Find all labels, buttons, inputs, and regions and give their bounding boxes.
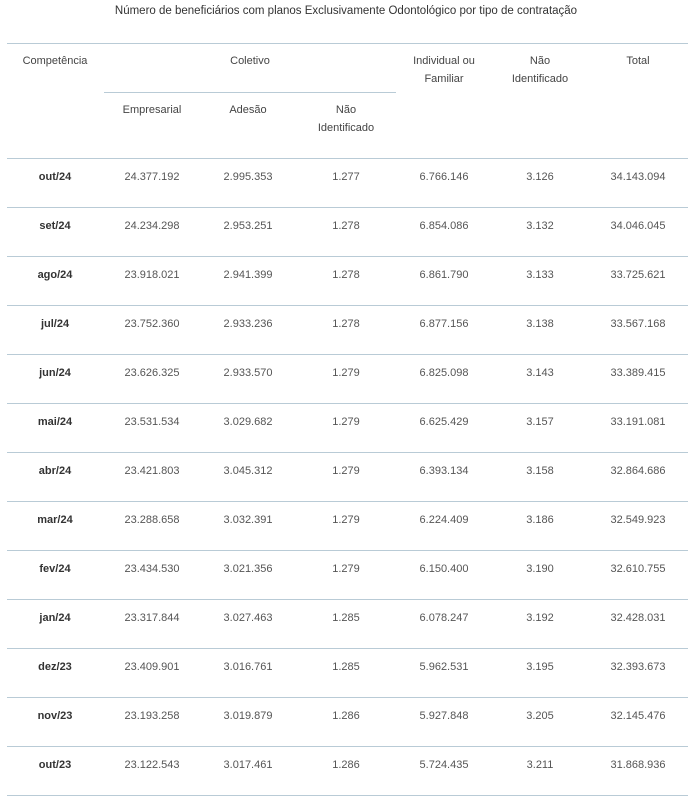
- cell-empresarial: 23.409.901: [124, 661, 180, 673]
- cell-nao-identificado: 1.285: [332, 612, 360, 624]
- cell-nao-identificado-b: 3.186: [526, 514, 554, 526]
- header-nao-ident-b-line2: Identificado: [511, 73, 569, 85]
- cell-individual-familiar: 6.150.400: [419, 563, 469, 575]
- cell-nao-identificado-b: 3.205: [526, 710, 554, 722]
- table-row: [7, 355, 688, 404]
- header-nao-ident-b-line1: Não: [529, 55, 551, 67]
- cell-nao-identificado: 1.278: [332, 269, 360, 281]
- table-row: [7, 649, 688, 698]
- cell-competencia: fev/24: [39, 563, 71, 575]
- cell-nao-identificado: 1.279: [332, 367, 360, 379]
- cell-nao-identificado-b: 3.195: [526, 661, 554, 673]
- cell-empresarial: 23.421.803: [124, 465, 180, 477]
- cell-individual-familiar: 6.854.086: [419, 220, 469, 232]
- header-individual-familiar: [396, 52, 492, 88]
- cell-total: 33.567.168: [610, 318, 666, 330]
- header-individual-line1: Individual ou: [413, 55, 475, 67]
- header-individual-line2: Familiar: [424, 73, 464, 85]
- cell-nao-identificado-b: 3.192: [526, 612, 554, 624]
- cell-adesao: 2.953.251: [223, 220, 273, 232]
- table-row: [7, 600, 688, 649]
- coletivo-subrule: [104, 92, 396, 93]
- cell-individual-familiar: 6.825.098: [419, 367, 469, 379]
- cell-empresarial: 23.193.258: [124, 710, 180, 722]
- cell-nao-identificado-b: 3.157: [526, 416, 554, 428]
- cell-individual-familiar: 6.224.409: [419, 514, 469, 526]
- cell-nao-identificado: 1.278: [332, 318, 360, 330]
- table-row: [7, 502, 688, 551]
- header-nao-identificado-line1: Não: [335, 104, 357, 116]
- cell-adesao: 3.029.682: [223, 416, 273, 428]
- cell-nao-identificado: 1.279: [332, 416, 360, 428]
- cell-individual-familiar: 6.861.790: [419, 269, 469, 281]
- cell-individual-familiar: 6.877.156: [419, 318, 469, 330]
- cell-total: 32.610.755: [610, 563, 666, 575]
- cell-nao-identificado: 1.286: [332, 759, 360, 771]
- cell-empresarial: 23.288.658: [124, 514, 180, 526]
- cell-adesao: 2.933.570: [223, 367, 273, 379]
- table-row: [7, 453, 688, 502]
- table-row: [7, 159, 688, 208]
- cell-nao-identificado-b: 3.132: [526, 220, 554, 232]
- cell-adesao: 2.933.236: [223, 318, 273, 330]
- cell-empresarial: 24.234.298: [124, 220, 180, 232]
- cell-nao-identificado-b: 3.126: [526, 171, 554, 183]
- cell-nao-identificado: 1.277: [332, 171, 360, 183]
- table-row: [7, 306, 688, 355]
- cell-total: 34.143.094: [610, 171, 666, 183]
- cell-competencia: mar/24: [37, 514, 73, 526]
- cell-empresarial: 23.317.844: [124, 612, 180, 624]
- cell-nao-identificado: 1.286: [332, 710, 360, 722]
- cell-adesao: 3.017.461: [223, 759, 273, 771]
- cell-total: 32.145.476: [610, 710, 666, 722]
- header-nao-identificado-line2: Identificado: [317, 122, 375, 134]
- header-coletivo: Coletivo: [230, 55, 270, 67]
- cell-individual-familiar: 6.766.146: [419, 171, 469, 183]
- table-row: [7, 747, 688, 796]
- cell-individual-familiar: 5.962.531: [419, 661, 469, 673]
- cell-competencia: ago/24: [37, 269, 73, 281]
- cell-adesao: 2.995.353: [223, 171, 273, 183]
- cell-total: 32.864.686: [610, 465, 666, 477]
- header-total: Total: [626, 55, 650, 67]
- cell-individual-familiar: 5.927.848: [419, 710, 469, 722]
- cell-competencia: abr/24: [38, 465, 72, 477]
- cell-nao-identificado-b: 3.133: [526, 269, 554, 281]
- row-divider: [7, 795, 688, 796]
- cell-empresarial: 23.752.360: [124, 318, 180, 330]
- cell-adesao: 3.021.356: [223, 563, 273, 575]
- cell-empresarial: 23.434.530: [124, 563, 180, 575]
- cell-empresarial: 23.918.021: [124, 269, 180, 281]
- cell-adesao: 3.045.312: [223, 465, 273, 477]
- cell-adesao: 3.027.463: [223, 612, 273, 624]
- cell-adesao: 3.032.391: [223, 514, 273, 526]
- cell-individual-familiar: 6.625.429: [419, 416, 469, 428]
- table-row: [7, 698, 688, 747]
- cell-nao-identificado: 1.278: [332, 220, 360, 232]
- cell-competencia: out/23: [38, 759, 72, 771]
- header-adesao: Adesão: [229, 104, 267, 116]
- cell-nao-identificado: 1.279: [332, 465, 360, 477]
- table-caption: Número de beneficiários com planos Exclusivamente Odontológico por tipo de contratação: [114, 5, 578, 17]
- cell-nao-identificado: 1.285: [332, 661, 360, 673]
- cell-total: 34.046.045: [610, 220, 666, 232]
- cell-competencia: out/24: [38, 171, 72, 183]
- cell-total: 32.393.673: [610, 661, 666, 673]
- cell-individual-familiar: 6.078.247: [419, 612, 469, 624]
- cell-total: 33.389.415: [610, 367, 666, 379]
- cell-competencia: mai/24: [37, 416, 73, 428]
- cell-competencia: jul/24: [40, 318, 70, 330]
- cell-individual-familiar: 6.393.134: [419, 465, 469, 477]
- header-competencia: Competência: [22, 55, 88, 67]
- table-row: [7, 551, 688, 600]
- table-top-border: [7, 43, 688, 44]
- cell-nao-identificado-b: 3.190: [526, 563, 554, 575]
- header-nao-identificado: [296, 101, 396, 137]
- table-row: [7, 404, 688, 453]
- cell-nao-identificado: 1.279: [332, 514, 360, 526]
- cell-competencia: jan/24: [39, 612, 71, 624]
- cell-nao-identificado-b: 3.143: [526, 367, 554, 379]
- table-row: [7, 257, 688, 306]
- cell-nao-identificado-b: 3.211: [526, 759, 554, 771]
- cell-competencia: dez/23: [38, 661, 72, 673]
- cell-total: 32.428.031: [610, 612, 666, 624]
- cell-individual-familiar: 5.724.435: [419, 759, 469, 771]
- cell-empresarial: 23.626.325: [124, 367, 180, 379]
- cell-adesao: 3.016.761: [223, 661, 273, 673]
- cell-empresarial: 23.531.534: [124, 416, 180, 428]
- cell-competencia: set/24: [39, 220, 71, 232]
- cell-empresarial: 24.377.192: [124, 171, 180, 183]
- cell-nao-identificado-b: 3.158: [526, 465, 554, 477]
- cell-adesao: 3.019.879: [223, 710, 273, 722]
- header-empresarial: Empresarial: [122, 104, 182, 116]
- cell-adesao: 2.941.399: [223, 269, 273, 281]
- cell-nao-identificado: 1.279: [332, 563, 360, 575]
- header-nao-identificado-b: [492, 52, 588, 88]
- cell-competencia: nov/23: [37, 710, 73, 722]
- cell-total: 33.725.621: [610, 269, 666, 281]
- cell-nao-identificado-b: 3.138: [526, 318, 554, 330]
- cell-total: 33.191.081: [610, 416, 666, 428]
- table-row: [7, 208, 688, 257]
- cell-empresarial: 23.122.543: [124, 759, 180, 771]
- cell-total: 32.549.923: [610, 514, 666, 526]
- cell-total: 31.868.936: [610, 759, 666, 771]
- cell-competencia: jun/24: [39, 367, 71, 379]
